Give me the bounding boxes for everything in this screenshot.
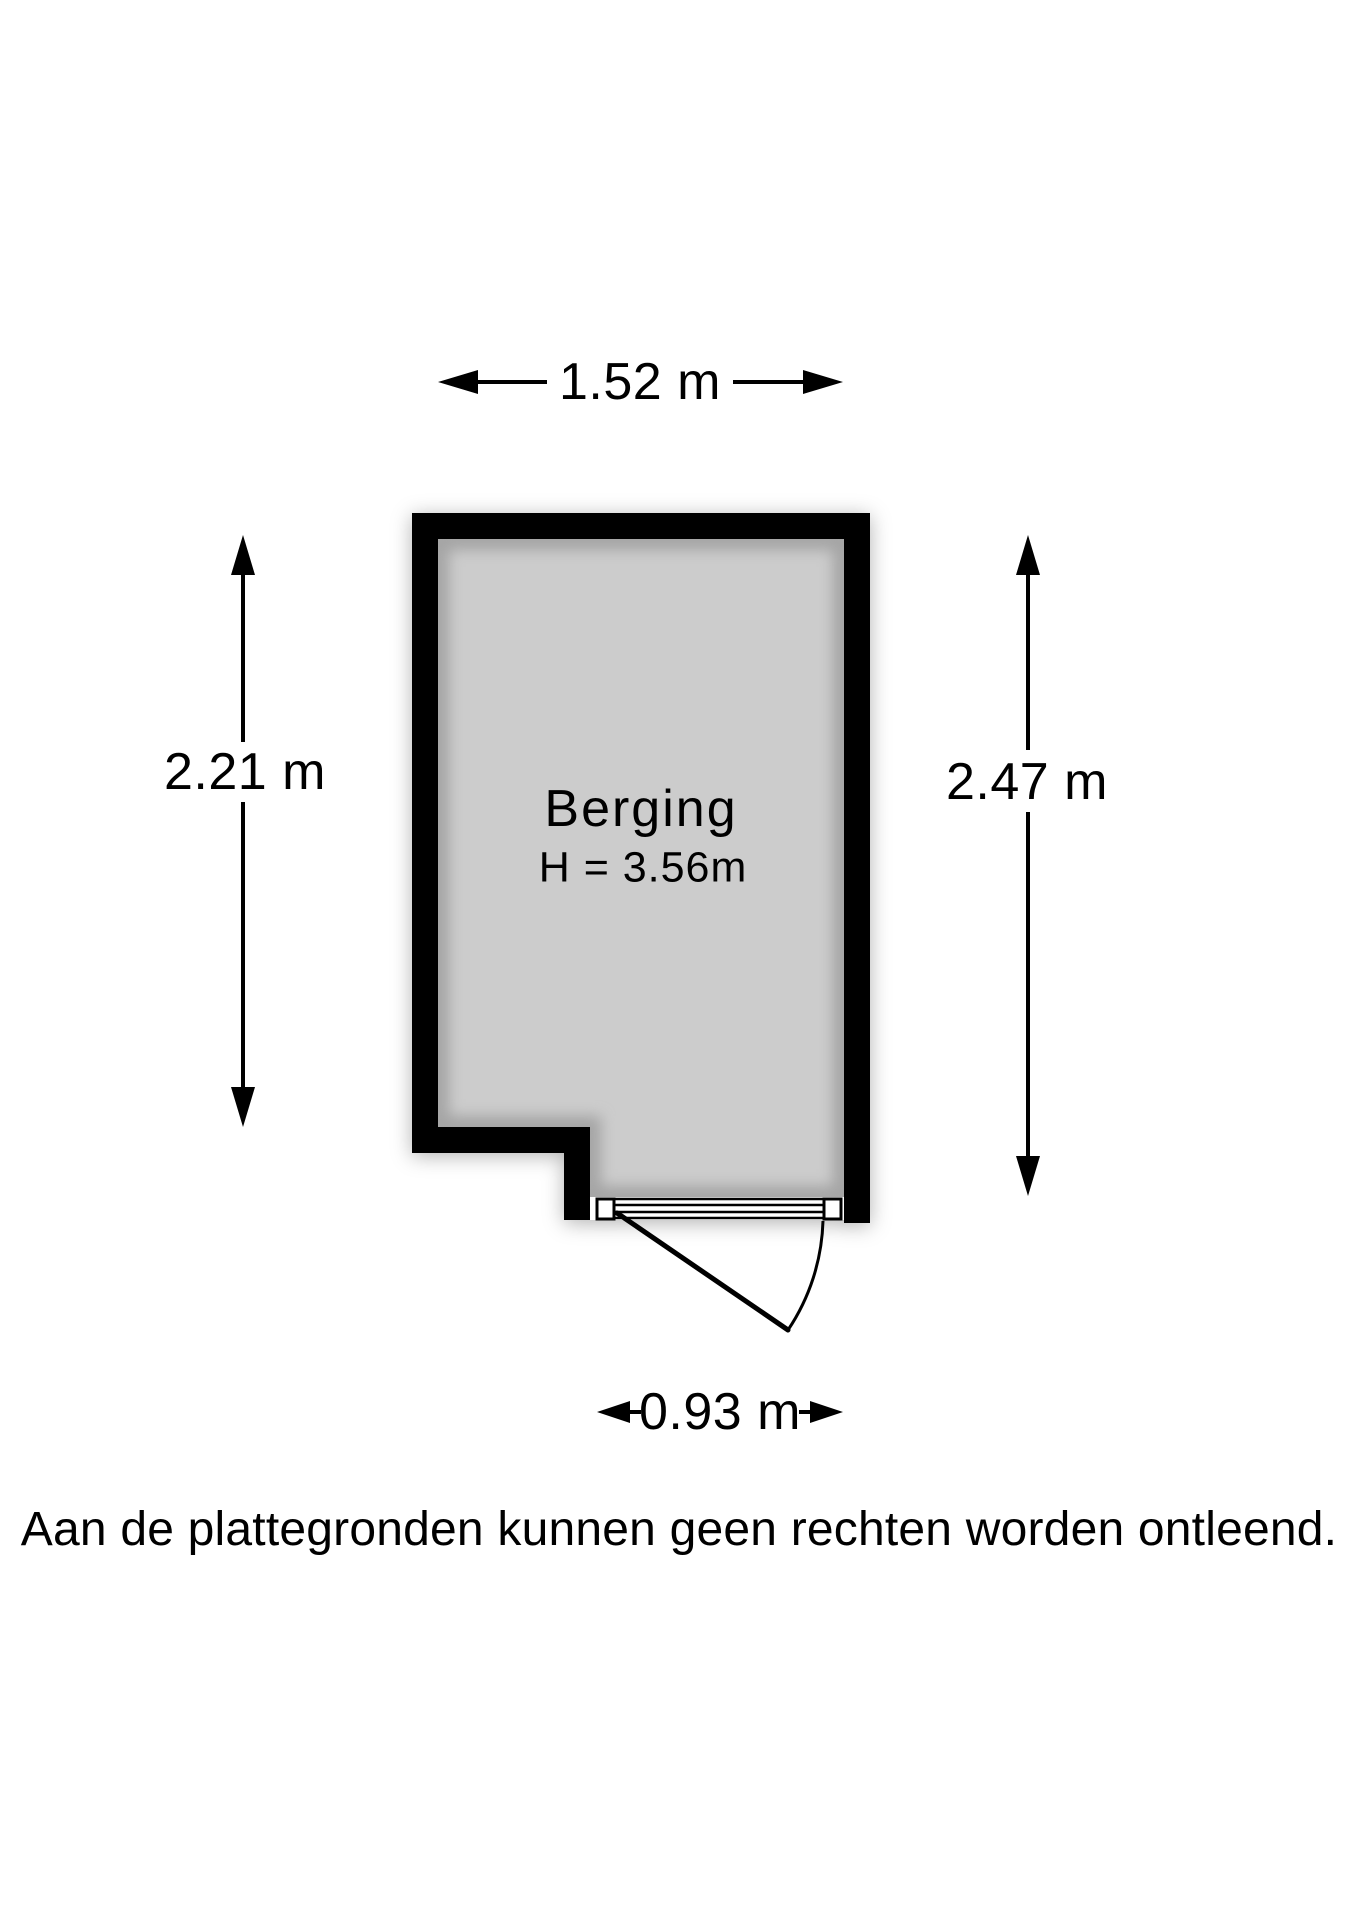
room-name-label: Berging [544, 780, 738, 838]
door-opening [590, 1197, 844, 1220]
wall-bottom-left [412, 1127, 590, 1153]
door-post-right [824, 1199, 841, 1219]
wall-top [412, 513, 870, 539]
wall-right [844, 513, 870, 1223]
door-swing-arc [788, 1221, 823, 1330]
left-dimension-label: 2.21 m [164, 743, 326, 801]
right-dimension-arrow [1016, 535, 1040, 1196]
top-dimension-label: 1.52 m [559, 353, 721, 411]
door-leaf [617, 1213, 788, 1330]
right-dimension-label: 2.47 m [946, 753, 1108, 811]
wall-step [564, 1127, 590, 1220]
left-dimension-arrow [231, 535, 255, 1127]
bottom-dimension-label: 0.93 m [639, 1383, 801, 1441]
disclaimer-text: Aan de plattegronden kunnen geen rechten worden ontleend. [20, 1503, 1338, 1556]
wall-left [412, 513, 438, 1153]
room-height-label: H = 3.56m [538, 843, 748, 892]
door-post-left [597, 1199, 614, 1219]
